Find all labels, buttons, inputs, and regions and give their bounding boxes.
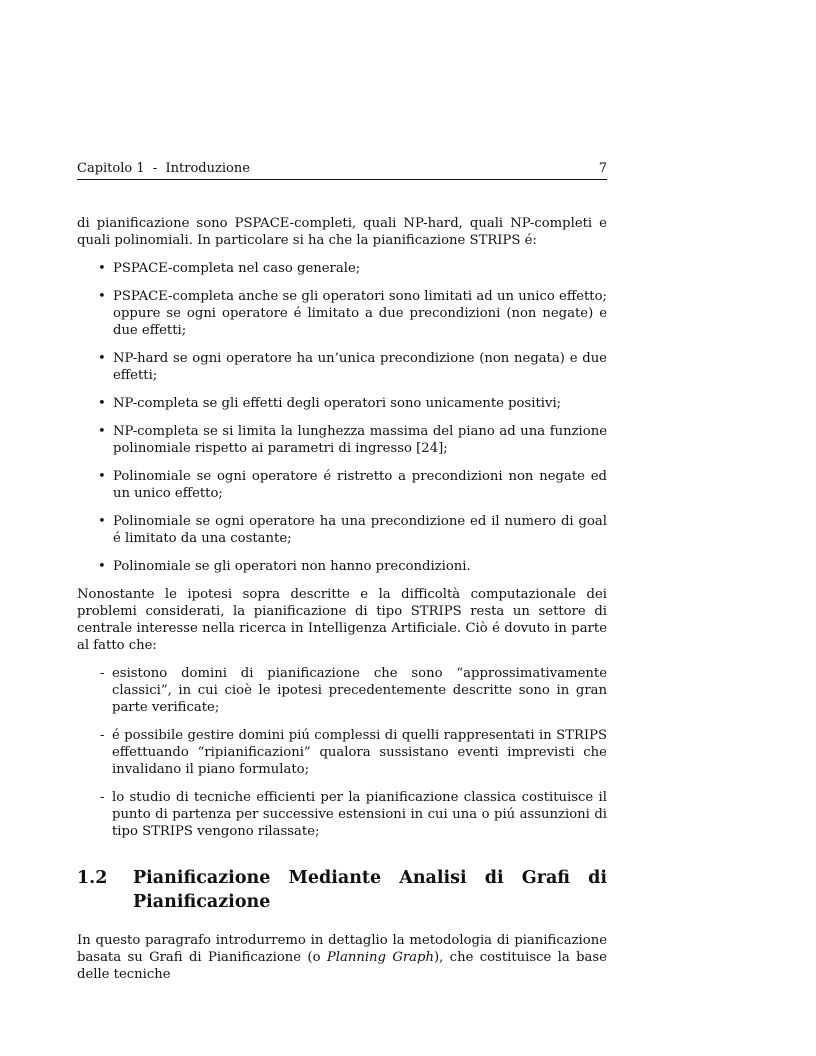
list-item: • NP-completa se gli effetti degli operatori sono unicamente positivi; [77, 395, 607, 412]
list-item: - lo studio di tecniche efficienti per la pianificazione classica costituisce il punto di partenza per successive estensioni in cui una o piú assunzioni di tipo STRIPS vengono rilassate; [77, 789, 607, 840]
list-item: • PSPACE-completa nel caso generale; [77, 260, 607, 277]
final-paragraph-text: In questo paragrafo introdurremo in dettaglio la metodologia di pianificazione basata su Grafi di Pianificazione (o [77, 933, 607, 965]
middle-paragraph: Nonostante le ipotesi sopra descritte e la difficoltà computazionale dei problemi considerati, la pianificazione di tipo STRIPS resta un settore di centrale interesse nella ricerca in Intelligenza Artificiale. Ciò é dovuto in parte al fatto che: [77, 587, 607, 653]
list-item: • NP-hard se ogni operatore ha un’unica precondizione (non negata) e due effetti; [77, 350, 607, 384]
final-paragraph [77, 932, 607, 983]
complexity-list [77, 260, 607, 575]
list-item: • PSPACE-completa anche se gli operatori sono limitati ad un unico effetto; oppure se ogni operatore é limitato a due precondizioni (non negate) e due effetti; [77, 288, 607, 339]
running-header [77, 161, 607, 180]
intro-paragraph: di pianificazione sono PSPACE-completi, quali NP-hard, quali NP-completi e quali polinomiali. In particolare si ha che la pianificazione STRIPS é: [77, 216, 607, 248]
list-item: - é possibile gestire domini piú complessi di quelli rappresentati in STRIPS effettuando “ripianificazioni” qualora sussistano eventi imprevisti che invalidano il piano formulato; [77, 727, 607, 778]
list-item: • NP-completa se si limita la lunghezza massima del piano ad una funzione polinomiale rispetto ai parametri di ingresso [24]; [77, 423, 607, 457]
reasons-list [77, 665, 607, 840]
document-page [77, 0, 607, 1056]
body-text [77, 215, 607, 983]
page-number: 7 [598, 161, 607, 176]
planning-graph-term: Planning Graph [326, 950, 434, 965]
list-item: - esistono domini di pianificazione che sono “approssimativamente classici”, in cui cioè le ipotesi precedentemente descritte sono in gran parte verificate; [77, 665, 607, 716]
list-item: • Polinomiale se ogni operatore ha una precondizione ed il numero di goal é limitato da una costante; [77, 513, 607, 547]
chapter-title: Capitolo 1 - Introduzione [77, 161, 250, 176]
list-item: • Polinomiale se ogni operatore é ristretto a precondizioni non negate ed un unico effetto; [77, 468, 607, 502]
final-paragraph-text-end: ), che costituisce la base delle tecniche [77, 950, 607, 982]
list-item: • Polinomiale se gli operatori non hanno precondizioni. [77, 558, 607, 575]
section-heading [77, 866, 607, 914]
section-number: 1.2 [77, 868, 108, 888]
section-title: Pianificazione Mediante Analisi di Grafi di Pianificazione [133, 868, 607, 912]
